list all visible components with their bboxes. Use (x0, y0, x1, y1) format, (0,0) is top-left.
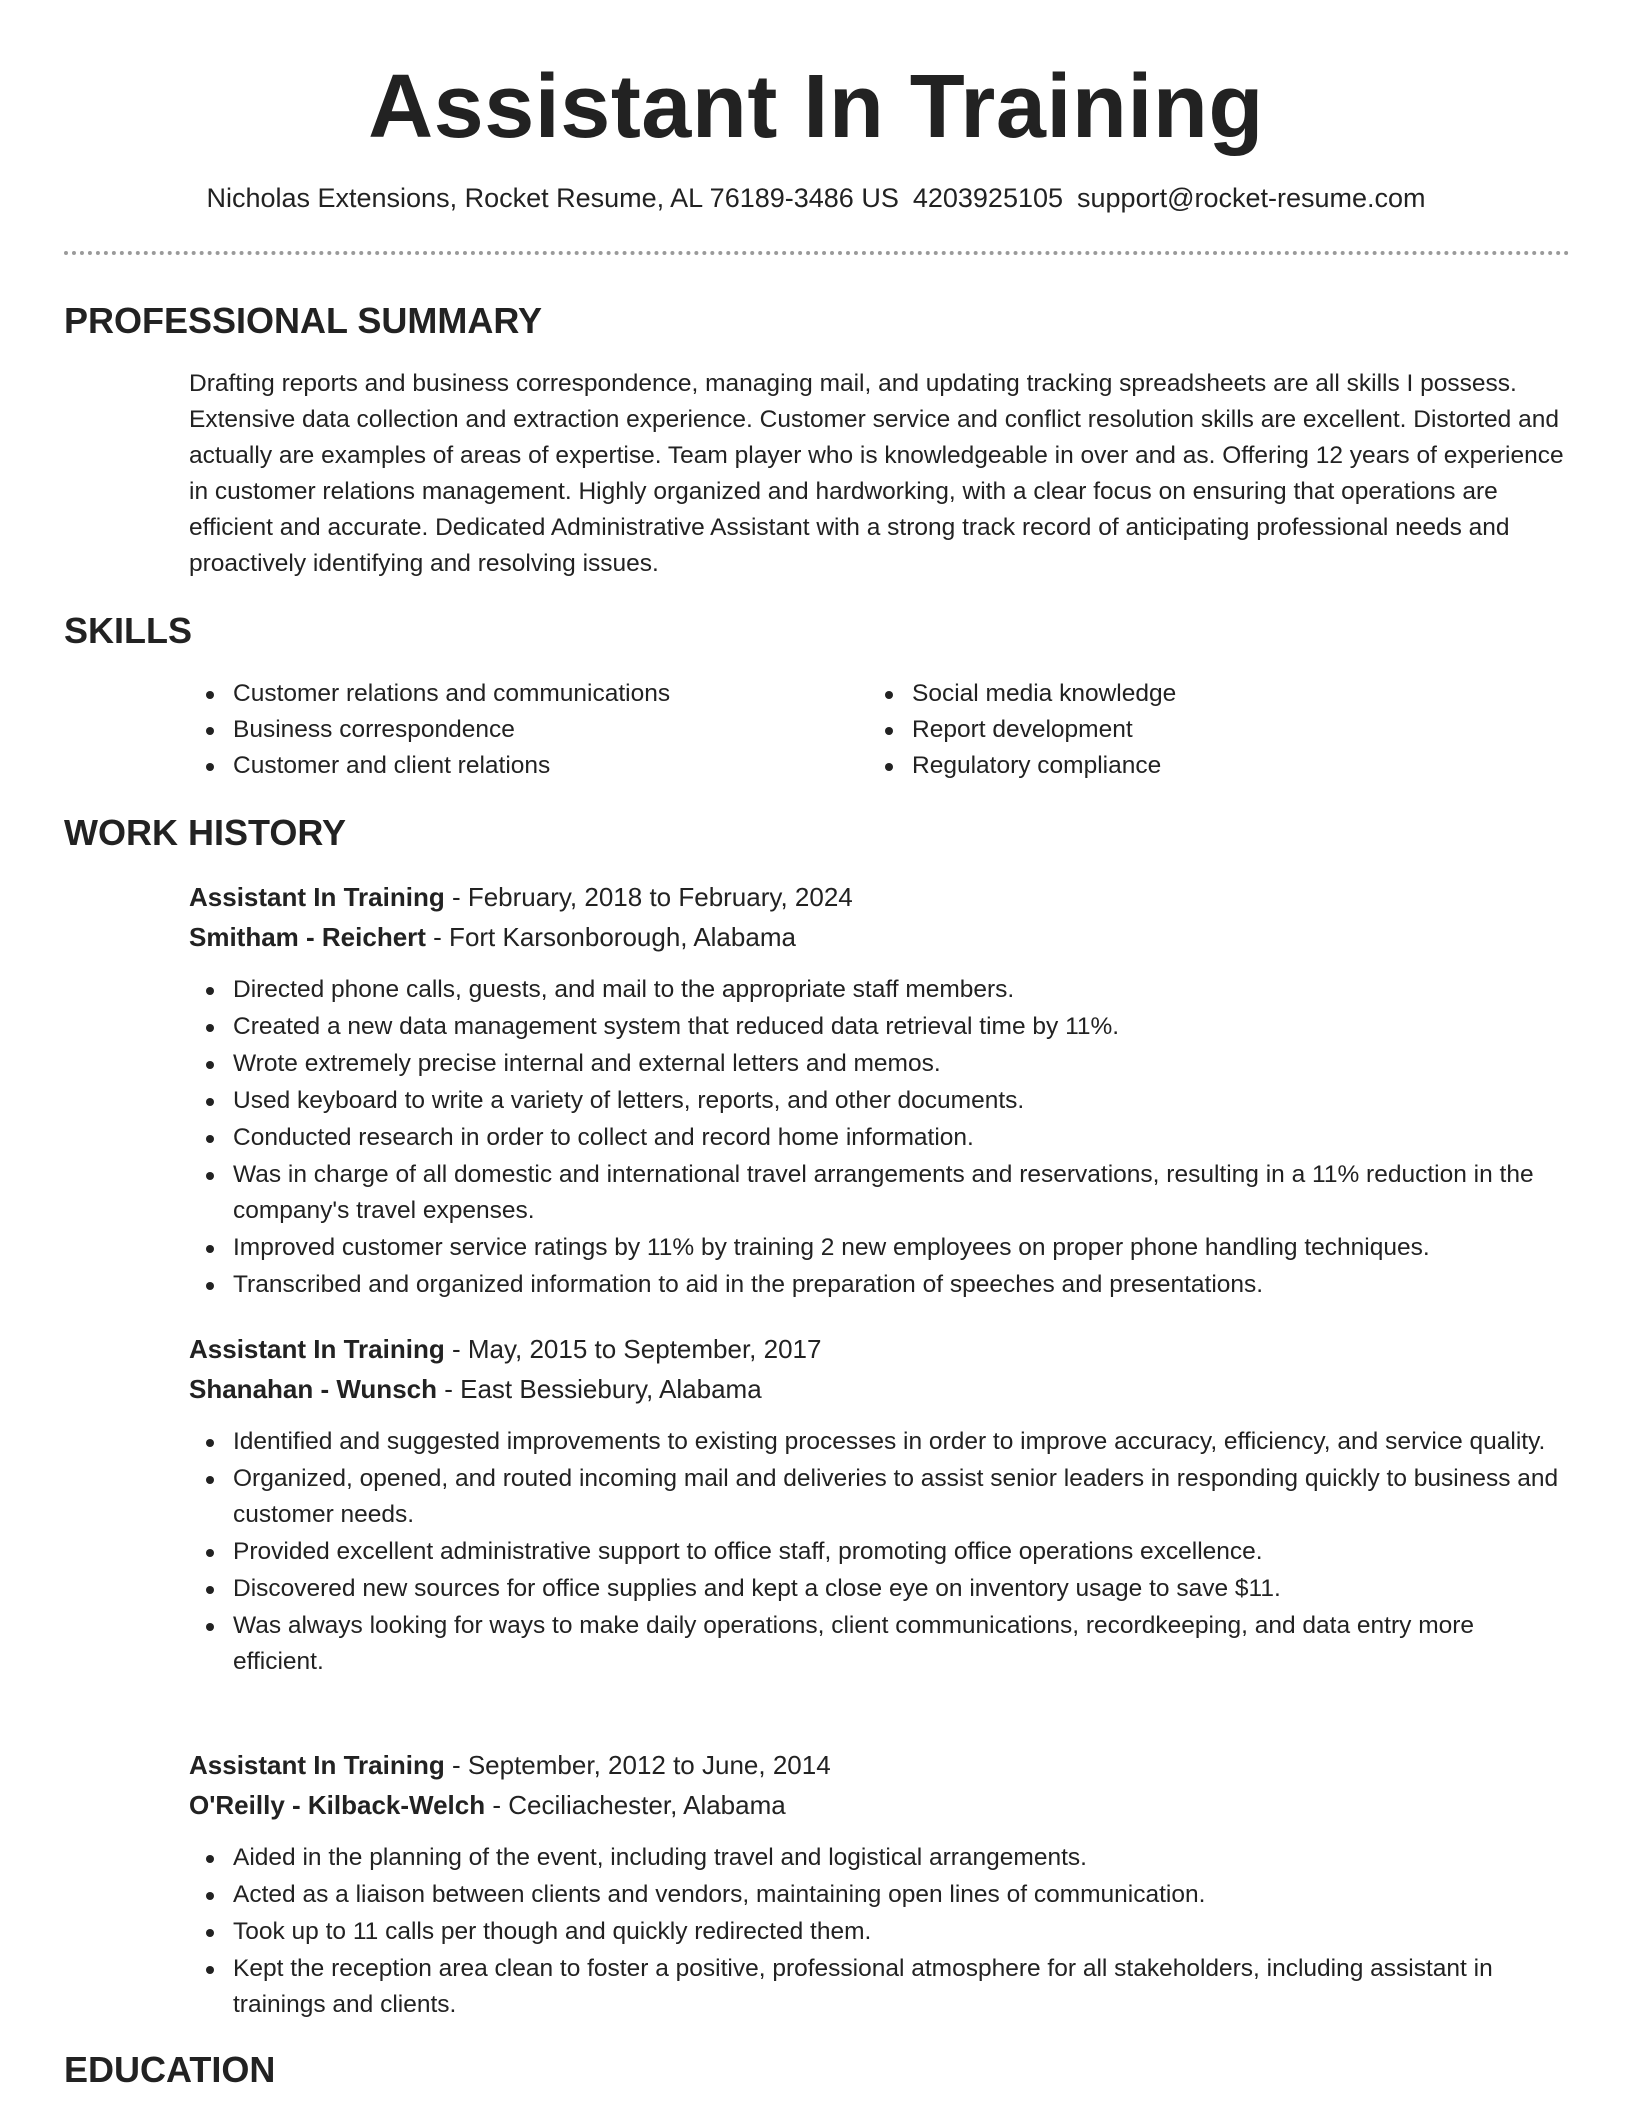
job-bullet: Created a new data management system that reduced data retrieval time by 11%. (189, 1009, 1569, 1045)
summary-text: Drafting reports and business correspondence, managing mail, and updating tracking spreadsheets are all skills I possess. Extensive data collection and extraction experience. Customer service and conflict resolution skills are excellent. Distorted and actually are examples of areas of expertise. Team player who is knowledgeable in over and as. Offering 12 years of experience in customer relations management. Highly organized and hardworking, with a clear focus on ensuring that operations are efficient and accurate. Dedicated Administrative Assistant with a strong track record of anticipating professional needs and proactively identifying and resolving issues. (189, 370, 1564, 577)
work-history-heading: WORK HISTORY (64, 812, 347, 853)
skill-item: Regulatory compliance (868, 748, 1508, 784)
employer-name: O'Reilly - Kilback-Welch (189, 1790, 486, 1820)
job-title: Assistant In Training (189, 882, 445, 912)
skill-item: Customer relations and communications (189, 676, 829, 712)
job-bullet: Identified and suggested improvements to existing processes in order to improve accuracy, efficiency, and service quality. (189, 1424, 1569, 1460)
job-title: Assistant In Training (189, 1334, 445, 1364)
job-bullet: Kept the reception area clean to foster a positive, professional atmosphere for all stakeholders, including assistant in trainings and clients. (189, 1951, 1569, 2023)
job-bullet: Conducted research in order to collect and record home information. (189, 1120, 1569, 1156)
job-title-line (189, 1331, 821, 1367)
job-bullet: Organized, opened, and routed incoming mail and deliveries to assist senior leaders in responding quickly to business and customer needs. (189, 1461, 1569, 1533)
job-bullet: Transcribed and organized information to aid in the preparation of speeches and presentations. (189, 1267, 1569, 1303)
employer-location: - Fort Karsonborough, Alabama (425, 922, 796, 952)
skill-item: Customer and client relations (189, 748, 829, 784)
job-title: Assistant In Training (189, 1750, 445, 1780)
education-heading: EDUCATION (64, 2049, 276, 2090)
skill-item: Social media knowledge (868, 676, 1508, 712)
candidate-name: Assistant In Training (368, 57, 1264, 157)
job-bullet: Used keyboard to write a variety of letters, reports, and other documents. (189, 1083, 1569, 1119)
job-dates: - September, 2012 to June, 2014 (444, 1750, 831, 1780)
employer-location: - East Bessiebury, Alabama (437, 1374, 762, 1404)
employer-location: - Ceciliachester, Alabama (485, 1790, 786, 1820)
skill-item: Business correspondence (189, 712, 829, 748)
address-text: Nicholas Extensions, Rocket Resume, AL 76189-3486 US (206, 183, 899, 213)
job-bullet: Wrote extremely precise internal and external letters and memos. (189, 1046, 1569, 1082)
employer-line (189, 1371, 762, 1407)
employer-name: Shanahan - Wunsch (189, 1374, 437, 1404)
email-text: support@rocket-resume.com (1077, 183, 1426, 213)
job-title-line (189, 879, 853, 915)
skills-list-left (189, 676, 829, 784)
job-bullets (189, 1840, 1569, 2024)
summary-heading: PROFESSIONAL SUMMARY (64, 300, 543, 341)
employer-name: Smitham - Reichert (189, 922, 426, 952)
job-bullet: Aided in the planning of the event, including travel and logistical arrangements. (189, 1840, 1569, 1876)
job-bullets (189, 972, 1569, 1304)
job-bullets (189, 1424, 1569, 1681)
job-bullet: Discovered new sources for office supplies and kept a close eye on inventory usage to save $11. (189, 1571, 1569, 1607)
job-bullet: Was always looking for ways to make daily operations, client communications, recordkeeping, and data entry more efficient. (189, 1608, 1569, 1680)
skill-item: Report development (868, 712, 1508, 748)
job-dates: - February, 2018 to February, 2024 (444, 882, 853, 912)
header-divider (64, 251, 1570, 255)
skills-list-right (868, 676, 1508, 784)
phone-text: 4203925105 (912, 183, 1064, 213)
job-bullet: Was in charge of all domestic and international travel arrangements and reservations, resulting in a 11% reduction in the company's travel expenses. (189, 1157, 1569, 1229)
job-bullet: Directed phone calls, guests, and mail to the appropriate staff members. (189, 972, 1569, 1008)
job-bullet: Provided excellent administrative support to office staff, promoting office operations excellence. (189, 1534, 1569, 1570)
employer-line (189, 1787, 786, 1823)
skills-heading: SKILLS (64, 610, 193, 651)
job-title-line (189, 1747, 831, 1783)
job-dates: - May, 2015 to September, 2017 (444, 1334, 822, 1364)
employer-line (189, 919, 796, 955)
job-bullet: Took up to 11 calls per though and quickly redirected them. (189, 1914, 1569, 1950)
contact-line (0, 180, 1632, 216)
job-bullet: Improved customer service ratings by 11% by training 2 new employees on proper phone handling techniques. (189, 1230, 1569, 1266)
job-bullet: Acted as a liaison between clients and vendors, maintaining open lines of communication. (189, 1877, 1569, 1913)
